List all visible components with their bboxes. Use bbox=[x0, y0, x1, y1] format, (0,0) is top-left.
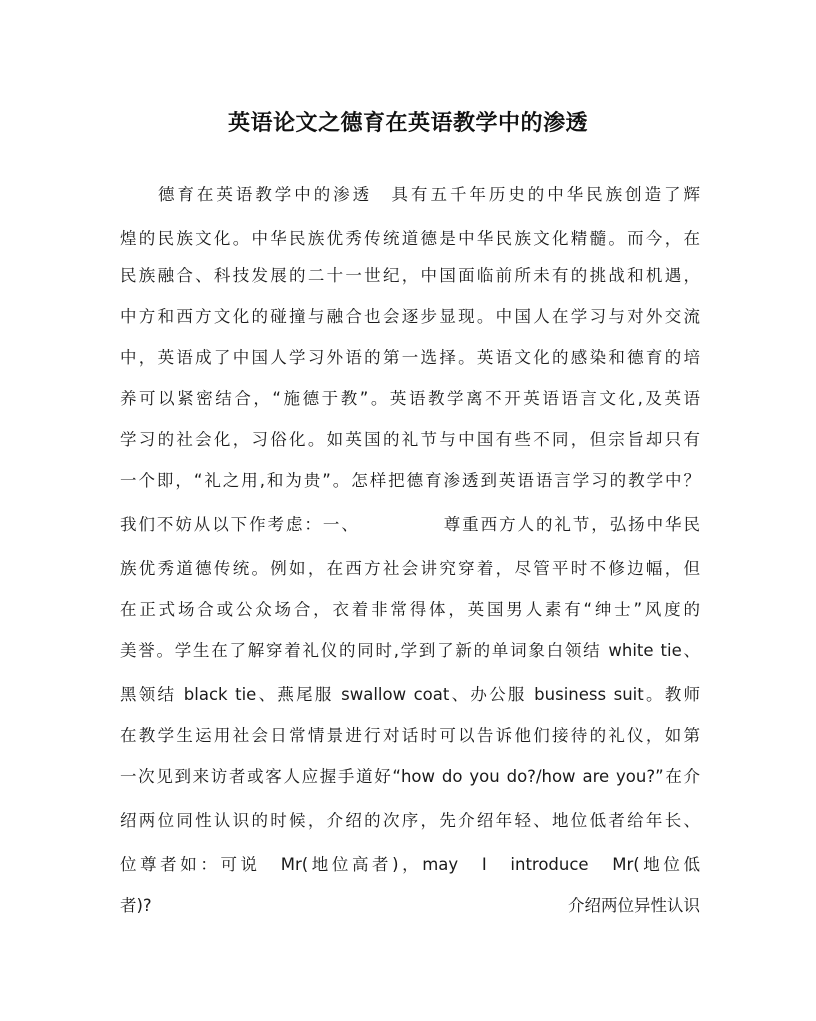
paragraph-line: 位尊者如：可说 Mr(地位高者)，may I introduce Mr(地位低 bbox=[120, 855, 700, 874]
paragraph-line: 族优秀道德传统。例如，在西方社会讲究穿着，尽管平时不修边幅，但 bbox=[120, 559, 700, 578]
paragraph-line: 德育在英语教学中的渗透 具有五千年历史的中华民族创造了辉 bbox=[158, 185, 700, 204]
paragraph-line: 一个即，“礼之用,和为贵”。怎样把德育渗透到英语语言学习的教学中？ bbox=[120, 471, 700, 490]
paragraph-line: 我们不妨从以下作考虑：一、 尊重西方人的礼节，弘扬中华民 bbox=[120, 515, 700, 534]
paragraph-last-line bbox=[120, 892, 700, 922]
document-title: 英语论文之德育在英语教学中的渗透 bbox=[227, 110, 588, 136]
paragraph-line: 养可以紧密结合，“施德于教”。英语教学离不开英语语言文化,及英语 bbox=[120, 389, 700, 408]
paragraph-line: 在正式场合或公众场合，衣着非常得体，英国男人素有“绅士”风度的 bbox=[120, 600, 700, 619]
paragraph-line: 黑领结 black tie、燕尾服 swallow coat、办公服 business suit。教师 bbox=[120, 685, 700, 704]
paragraph-line: 学习的社会化，习俗化。如英国的礼节与中国有些不同，但宗旨却只有 bbox=[120, 430, 700, 449]
paragraph-line: 煌的民族文化。中华民族优秀传统道德是中华民族文化精髓。而今，在 bbox=[120, 229, 700, 248]
last-line-right: 介绍两位异性认识 bbox=[568, 896, 700, 915]
paragraph-line: 一次见到来访者或客人应握手道好“how do you do?/how are you?”在介 bbox=[120, 767, 700, 786]
paragraph-line: 绍两位同性认识的时候，介绍的次序，先介绍年轻、地位低者给年长、 bbox=[120, 811, 700, 830]
paragraph-line: 在教学生运用社会日常情景进行对话时可以告诉他们接待的礼仪，如第 bbox=[120, 726, 700, 745]
last-line-left: 者)? bbox=[120, 896, 152, 915]
paragraph-line: 中，英语成了中国人学习外语的第一选择。英语文化的感染和德育的培 bbox=[120, 348, 700, 367]
paragraph-line: 民族融合、科技发展的二十一世纪，中国面临前所未有的挑战和机遇， bbox=[120, 266, 700, 285]
paragraph-line: 美誉。学生在了解穿着礼仪的同时,学到了新的单词象白领结 white tie、 bbox=[120, 641, 700, 660]
paragraph-line: 中方和西方文化的碰撞与融合也会逐步显现。中国人在学习与对外交流 bbox=[120, 307, 700, 326]
